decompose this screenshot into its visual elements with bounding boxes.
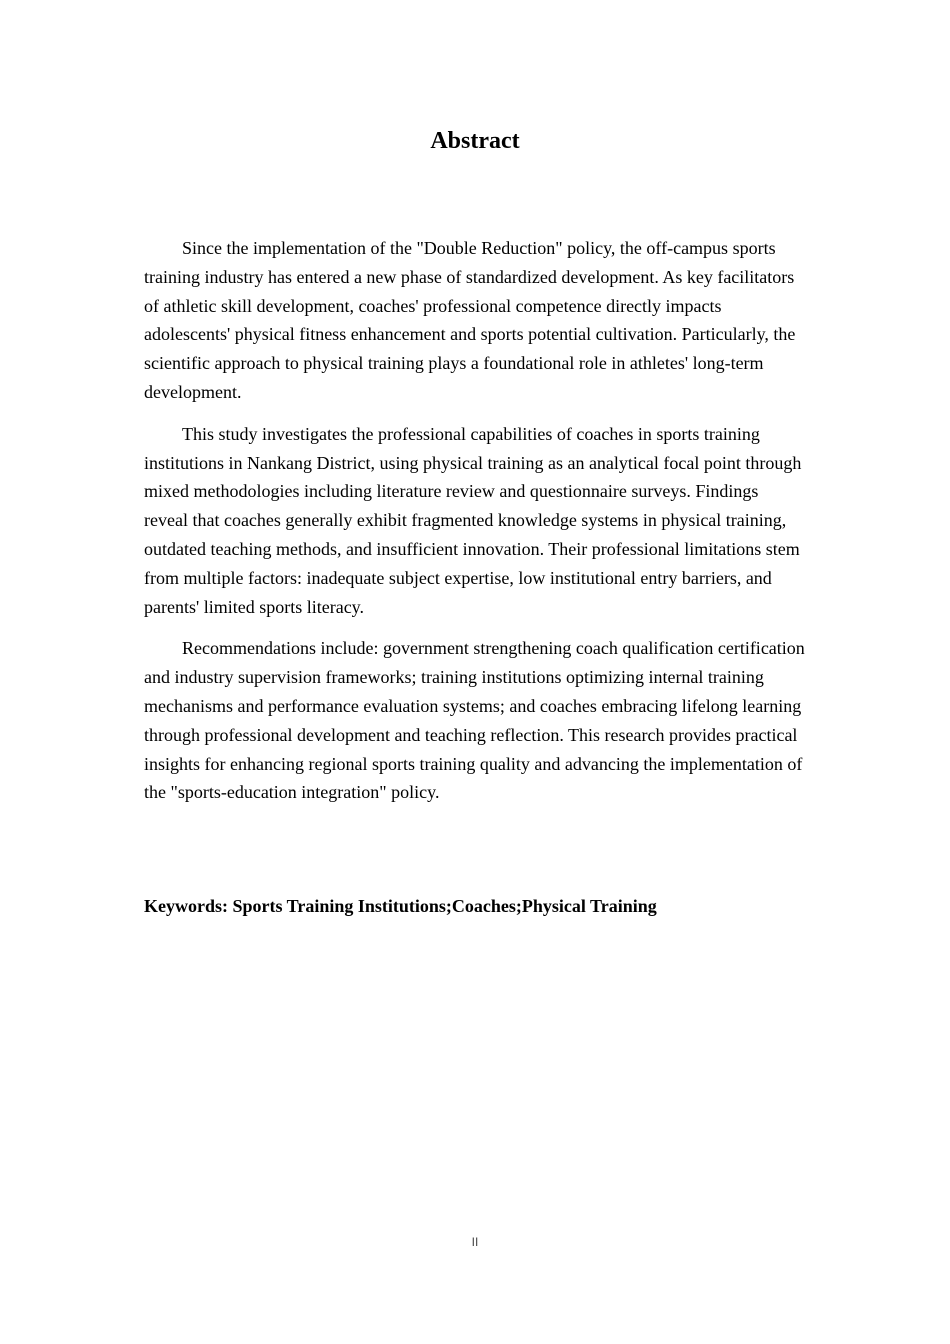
page-title: Abstract <box>430 128 520 154</box>
abstract-paragraph-1: Since the implementation of the "Double Reduction" policy, the off-campus sports training industry has entered a new phase of standardized development. As key facilitators of athletic skill development, coaches' professional competence directly impacts adolescents' physical fitness enhancement and sports potential cultivation. Particularly, the scientific approach to physical training plays a foundational role in athletes' long-term development. <box>144 238 796 402</box>
abstract-body <box>144 234 806 820</box>
keywords-line: Keywords: Sports Training Institutions;Coaches;Physical Training <box>144 896 657 916</box>
page-number: II <box>471 1235 479 1249</box>
abstract-paragraph-3: Recommendations include: government strengthening coach qualification certification and industry supervision frameworks; training institutions optimizing internal training mechanisms and performance evaluation systems; and coaches embracing lifelong learning through professional development and teaching reflection. This research provides practical insights for enhancing regional sports training quality and advancing the implementation of the "sports-education integration" policy. <box>144 638 805 803</box>
abstract-paragraph-2: This study investigates the professional capabilities of coaches in sports training institutions in Nankang District, using physical training as an analytical focal point through mixed methodologies including literature review and questionnaire surveys. Findings reveal that coaches generally exhibit fragmented knowledge systems in physical training, outdated teaching methods, and insufficient innovation. Their professional limitations stem from multiple factors: inadequate subject expertise, low institutional entry barriers, and parents' limited sports literacy. <box>144 423 802 617</box>
